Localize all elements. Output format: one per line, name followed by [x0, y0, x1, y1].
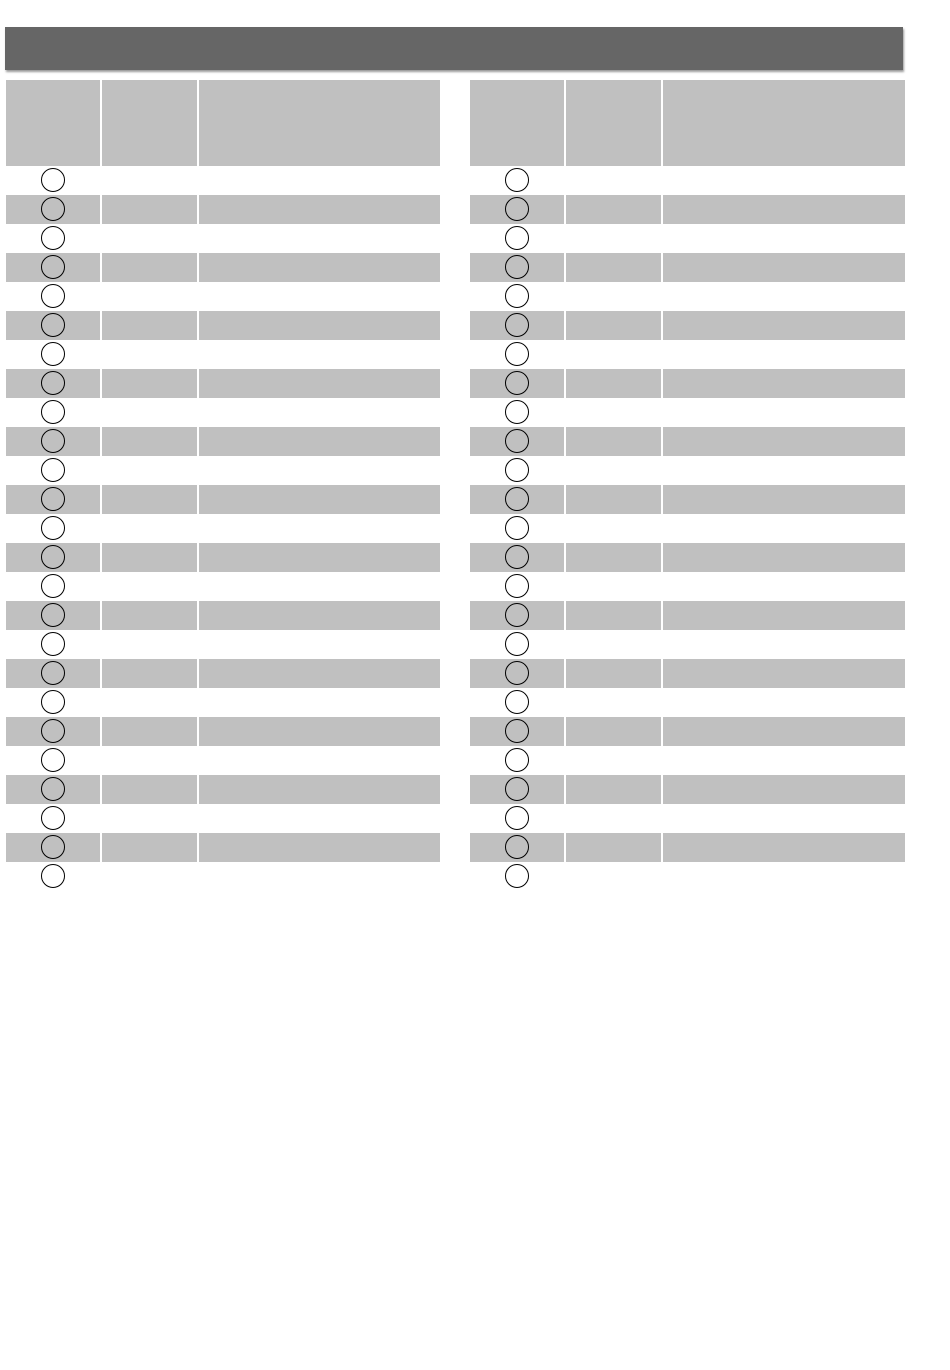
table-cell [566, 311, 661, 340]
column-header [6, 80, 100, 166]
table-cell [663, 456, 905, 485]
table-cell [199, 601, 440, 630]
table-cell [663, 717, 905, 746]
circle-icon[interactable] [505, 226, 529, 250]
table-row [6, 166, 440, 195]
table-row [6, 775, 440, 804]
table-cell [102, 398, 197, 427]
table-cell [102, 543, 197, 572]
table-cell [199, 282, 440, 311]
table-cell [199, 775, 440, 804]
table-cell [199, 746, 440, 775]
table-cell [566, 456, 661, 485]
table-cell [663, 572, 905, 601]
table-cell [663, 340, 905, 369]
table-row [6, 543, 440, 572]
table-row [470, 369, 905, 398]
table-row [470, 282, 905, 311]
circle-icon[interactable] [505, 545, 529, 569]
circle-icon[interactable] [41, 574, 65, 598]
table-cell [102, 630, 197, 659]
circle-icon[interactable] [41, 516, 65, 540]
circle-icon[interactable] [41, 777, 65, 801]
circle-icon[interactable] [505, 748, 529, 772]
table-cell [102, 572, 197, 601]
table-row [6, 427, 440, 456]
table-cell [102, 775, 197, 804]
table-cell [199, 717, 440, 746]
table-cell [199, 224, 440, 253]
circle-icon[interactable] [505, 574, 529, 598]
circle-icon[interactable] [41, 603, 65, 627]
right-table [470, 80, 905, 891]
circle-icon[interactable] [41, 864, 65, 888]
table-cell [566, 746, 661, 775]
table-cell [102, 282, 197, 311]
table-row [6, 833, 440, 862]
circle-icon[interactable] [41, 400, 65, 424]
table-row [470, 543, 905, 572]
table-row [6, 195, 440, 224]
table-cell [566, 572, 661, 601]
table-cell [663, 398, 905, 427]
table-cell [199, 572, 440, 601]
circle-icon[interactable] [505, 168, 529, 192]
table-row [470, 456, 905, 485]
table-cell [102, 224, 197, 253]
table-cell [663, 543, 905, 572]
table-cell [663, 166, 905, 195]
table-row [470, 804, 905, 833]
left-table [6, 80, 440, 891]
table-cell [102, 340, 197, 369]
table-cell [663, 485, 905, 514]
column-header [470, 80, 564, 166]
table-cell [199, 485, 440, 514]
table-cell [663, 659, 905, 688]
circle-icon[interactable] [505, 197, 529, 221]
circle-icon[interactable] [505, 516, 529, 540]
circle-icon[interactable] [505, 342, 529, 366]
table-cell [102, 601, 197, 630]
circle-icon[interactable] [41, 284, 65, 308]
title-bar [5, 27, 903, 70]
table-row [470, 514, 905, 543]
circle-icon[interactable] [505, 835, 529, 859]
table-row [6, 659, 440, 688]
circle-icon[interactable] [505, 632, 529, 656]
table-cell [663, 195, 905, 224]
table-row [6, 369, 440, 398]
table-cell [663, 311, 905, 340]
table-row [470, 746, 905, 775]
table-cell [199, 456, 440, 485]
table-cell [663, 253, 905, 282]
circle-icon[interactable] [41, 719, 65, 743]
table-cell [663, 427, 905, 456]
table-row [6, 804, 440, 833]
table-cell [199, 195, 440, 224]
table-cell [102, 833, 197, 862]
table-cell [566, 862, 661, 891]
table-cell [663, 369, 905, 398]
table-row [470, 253, 905, 282]
table-row [6, 398, 440, 427]
table-cell [102, 311, 197, 340]
table-cell [199, 862, 440, 891]
table-cell [663, 804, 905, 833]
circle-icon[interactable] [41, 429, 65, 453]
table-cell [199, 311, 440, 340]
table-row [470, 166, 905, 195]
table-cell [102, 427, 197, 456]
table-cell [199, 804, 440, 833]
circle-icon[interactable] [41, 487, 65, 511]
circle-icon[interactable] [41, 371, 65, 395]
table-cell [566, 717, 661, 746]
table-row [6, 340, 440, 369]
table-row [6, 282, 440, 311]
table-cell [102, 688, 197, 717]
table-cell [566, 224, 661, 253]
table-row [6, 253, 440, 282]
table-row [6, 572, 440, 601]
table-cell [566, 775, 661, 804]
table-row [6, 601, 440, 630]
circle-icon[interactable] [41, 835, 65, 859]
table-row [6, 485, 440, 514]
table-cell [199, 166, 440, 195]
table-cell [199, 398, 440, 427]
table-row [470, 398, 905, 427]
table-header-row [470, 80, 905, 166]
table-row [470, 572, 905, 601]
circle-icon[interactable] [505, 313, 529, 337]
table-cell [663, 224, 905, 253]
table-cell [566, 398, 661, 427]
table-row [470, 688, 905, 717]
table-row [470, 340, 905, 369]
circle-icon[interactable] [41, 226, 65, 250]
circle-icon[interactable] [41, 255, 65, 279]
circle-icon[interactable] [505, 371, 529, 395]
table-cell [199, 427, 440, 456]
table-cell [566, 630, 661, 659]
circle-icon[interactable] [41, 690, 65, 714]
table-cell [102, 659, 197, 688]
table-cell [663, 746, 905, 775]
table-cell [102, 369, 197, 398]
table-cell [566, 659, 661, 688]
table-cell [102, 485, 197, 514]
circle-icon[interactable] [505, 806, 529, 830]
table-cell [102, 717, 197, 746]
table-row [470, 862, 905, 891]
circle-icon[interactable] [505, 429, 529, 453]
table-cell [199, 833, 440, 862]
circle-icon[interactable] [505, 487, 529, 511]
table-row [470, 427, 905, 456]
table-row [6, 717, 440, 746]
table-cell [663, 862, 905, 891]
circle-icon[interactable] [41, 545, 65, 569]
table-cell [566, 601, 661, 630]
table-cell [566, 340, 661, 369]
table-cell [102, 456, 197, 485]
table-cell [199, 659, 440, 688]
table-cell [663, 630, 905, 659]
table-cell [102, 746, 197, 775]
table-cell [102, 166, 197, 195]
circle-icon[interactable] [505, 690, 529, 714]
table-row [470, 775, 905, 804]
table-cell [102, 862, 197, 891]
circle-icon[interactable] [505, 255, 529, 279]
table-cell [102, 253, 197, 282]
circle-icon[interactable] [41, 342, 65, 366]
table-row [6, 746, 440, 775]
circle-icon[interactable] [505, 400, 529, 424]
table-cell [663, 514, 905, 543]
circle-icon[interactable] [41, 748, 65, 772]
table-header-row [6, 80, 440, 166]
table-cell [199, 688, 440, 717]
circle-icon[interactable] [41, 197, 65, 221]
table-row [470, 659, 905, 688]
table-row [6, 862, 440, 891]
circle-icon[interactable] [505, 777, 529, 801]
table-row [470, 485, 905, 514]
table-cell [199, 340, 440, 369]
table-row [470, 833, 905, 862]
table-row [470, 601, 905, 630]
table-cell [199, 514, 440, 543]
circle-icon[interactable] [505, 458, 529, 482]
circle-icon[interactable] [505, 603, 529, 627]
circle-icon[interactable] [41, 632, 65, 656]
table-cell [566, 369, 661, 398]
circle-icon[interactable] [505, 864, 529, 888]
table-cell [199, 253, 440, 282]
circle-icon[interactable] [505, 719, 529, 743]
table-cell [663, 601, 905, 630]
table-cell [566, 195, 661, 224]
table-cell [566, 514, 661, 543]
circle-icon[interactable] [41, 458, 65, 482]
table-cell [566, 804, 661, 833]
table-cell [663, 833, 905, 862]
circle-icon[interactable] [505, 284, 529, 308]
table-cell [566, 427, 661, 456]
column-header [199, 80, 440, 166]
table-row [6, 456, 440, 485]
table-cell [663, 688, 905, 717]
column-header [566, 80, 661, 166]
table-cell [199, 369, 440, 398]
circle-icon[interactable] [505, 661, 529, 685]
table-cell [663, 282, 905, 311]
table-cell [199, 630, 440, 659]
table-cell [566, 282, 661, 311]
circle-icon[interactable] [41, 806, 65, 830]
table-row [470, 224, 905, 253]
table-row [6, 514, 440, 543]
table-cell [102, 514, 197, 543]
circle-icon[interactable] [41, 661, 65, 685]
table-cell [566, 833, 661, 862]
table-cell [566, 253, 661, 282]
table-cell [663, 775, 905, 804]
table-row [6, 688, 440, 717]
table-row [6, 630, 440, 659]
table-row [470, 630, 905, 659]
column-header [102, 80, 197, 166]
table-row [6, 311, 440, 340]
table-cell [566, 688, 661, 717]
table-cell [102, 804, 197, 833]
table-cell [102, 195, 197, 224]
table-row [470, 195, 905, 224]
circle-icon[interactable] [41, 168, 65, 192]
table-cell [566, 543, 661, 572]
column-header [663, 80, 905, 166]
circle-icon[interactable] [41, 313, 65, 337]
table-row [470, 311, 905, 340]
table-row [470, 717, 905, 746]
table-cell [566, 485, 661, 514]
table-cell [199, 543, 440, 572]
table-row [6, 224, 440, 253]
table-cell [566, 166, 661, 195]
